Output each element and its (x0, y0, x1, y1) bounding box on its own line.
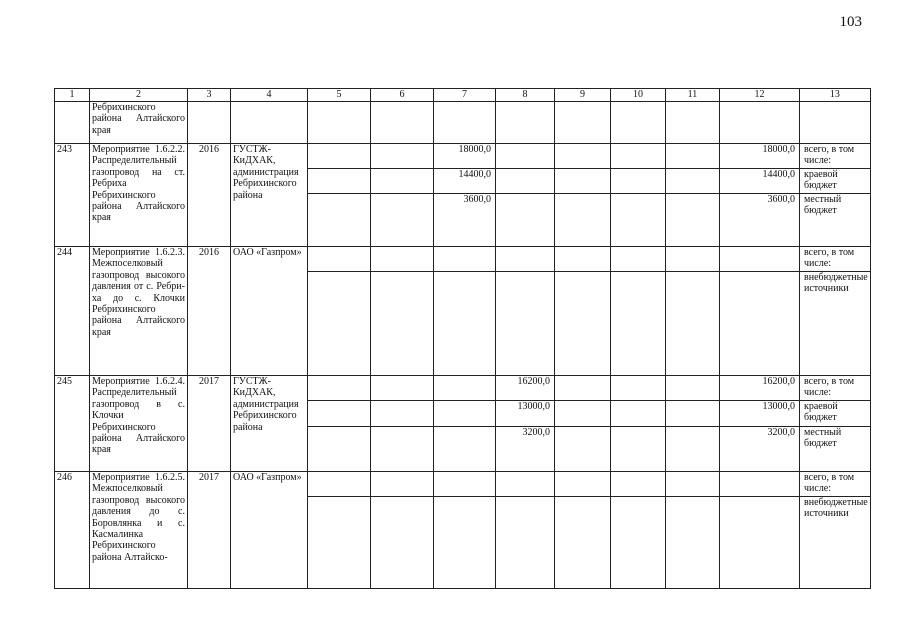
col-header: 6 (371, 89, 434, 102)
table-row (55, 247, 871, 272)
funding-source: всего, в том числе: (800, 247, 871, 272)
amount-total: 18000,0 (720, 144, 800, 169)
header-row (55, 89, 871, 102)
measure-name: Мероприятие 1.6.2.5. Межпоселковый газопровод высокого давления до с. Боровлянка и с. Касмалинка Ребрихинского района Алтайско- (90, 472, 188, 589)
amount: 13000,0 (496, 401, 555, 427)
page-number: 103 (839, 14, 862, 30)
funding-source: всего, в том числе: (800, 376, 871, 401)
executor: ГУСТЖ-КиДХАК, администрация Ребрихинского района (231, 376, 308, 472)
amount: 3200,0 (496, 427, 555, 472)
col-header: 13 (800, 89, 871, 102)
funding-source: краевой бюджет (800, 169, 871, 194)
measure-name: Ребрихинского района Алтайского края (90, 102, 188, 144)
year: 2016 (188, 247, 231, 376)
funding-source: всего, в том числе: (800, 472, 871, 497)
amount: 3600,0 (434, 194, 496, 247)
amount: 16200,0 (496, 376, 555, 401)
table-row (55, 376, 871, 401)
table-row (55, 144, 871, 169)
executor: ОАО «Газпром» (231, 472, 308, 589)
amount-total: 3600,0 (720, 194, 800, 247)
funding-source: всего, в том числе: (800, 144, 871, 169)
row-number: 244 (55, 247, 90, 376)
col-header: 1 (55, 89, 90, 102)
executor: ОАО «Газпром» (231, 247, 308, 376)
row-number: 245 (55, 376, 90, 472)
table-row (55, 472, 871, 497)
col-header: 11 (666, 89, 720, 102)
amount-total: 13000,0 (720, 401, 800, 427)
col-header: 2 (90, 89, 188, 102)
funding-source: местный бюджет (800, 427, 871, 472)
col-header: 12 (720, 89, 800, 102)
amount: 14400,0 (434, 169, 496, 194)
funding-source: краевой бюджет (800, 401, 871, 427)
amount-total: 14400,0 (720, 169, 800, 194)
funding-source: внебюджетные источники (800, 272, 871, 376)
col-header: 3 (188, 89, 231, 102)
col-header: 10 (611, 89, 666, 102)
col-header: 4 (231, 89, 308, 102)
table-row (55, 102, 871, 144)
col-header: 7 (434, 89, 496, 102)
funding-source: внебюджетные источники (800, 497, 871, 589)
col-header: 9 (555, 89, 611, 102)
row-number: 243 (55, 144, 90, 247)
measure-name: Мероприятие 1.6.2.4. Распределительный газопровод в с. Клочки Ребрихинского района Алтайского края (90, 376, 188, 472)
measure-name: Мероприятие 1.6.2.2. Распределительный газопровод на ст. Ребриха Ребрихинского района Алтайского края (90, 144, 188, 247)
year: 2016 (188, 144, 231, 247)
measure-name: Мероприятие 1.6.2.3. Межпоселковый газопровод высокого давления от с. Ребри-ха до с. Клочки Ребрихинского района Алтайского края (90, 247, 188, 376)
row-number: 246 (55, 472, 90, 589)
year: 2017 (188, 376, 231, 472)
executor: ГУСТЖ-КиДХАК, администрация Ребрихинского района (231, 144, 308, 247)
amount: 18000,0 (434, 144, 496, 169)
col-header: 5 (308, 89, 371, 102)
budget-table (54, 88, 871, 589)
col-header: 8 (496, 89, 555, 102)
amount-total: 3200,0 (720, 427, 800, 472)
amount-total: 16200,0 (720, 376, 800, 401)
year: 2017 (188, 472, 231, 589)
funding-source: местный бюджет (800, 194, 871, 247)
